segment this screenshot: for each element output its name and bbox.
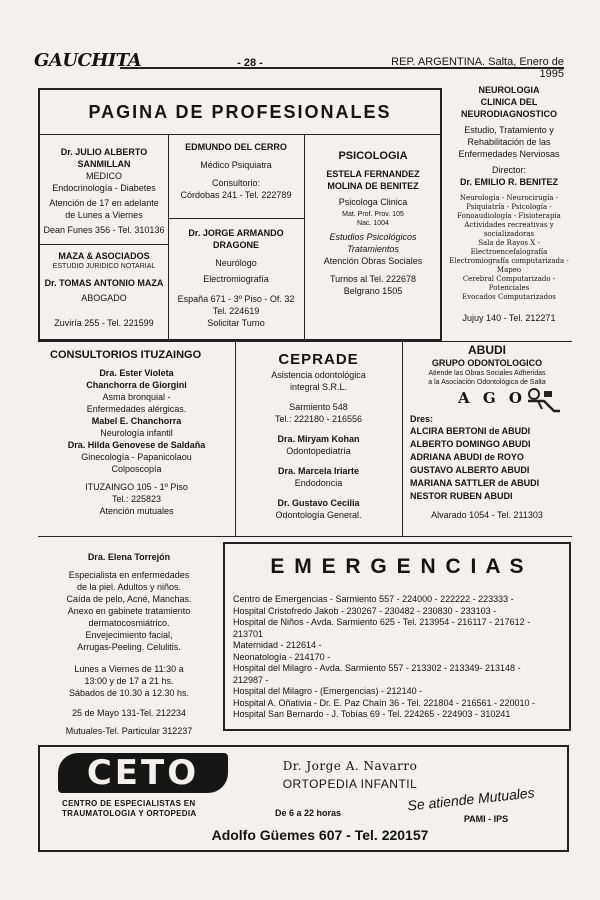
- mutuales-note: Se atiende Mutuales: [406, 784, 536, 814]
- card-torrejon: [40, 551, 218, 737]
- address: ITUZAINGO 105 - 1º Piso: [85, 482, 188, 492]
- desc-line: Rehabilitación de las: [467, 137, 551, 147]
- place-date: REP. ARGENTINA. Salta, Enero de 1995: [391, 56, 564, 80]
- emergency-line: 212987 -: [233, 674, 269, 685]
- dentist-name: ADRIANA ABUDI de ROYO: [410, 452, 524, 462]
- dentist-name: GUSTAVO ALBERTO ABUDI: [410, 465, 530, 475]
- card-cerro: [170, 141, 302, 201]
- doctor-name: Chanchorra de Giorgini: [86, 380, 187, 390]
- ceto-fullname: [62, 799, 242, 819]
- name-line: ESTELA FERNANDEZ: [326, 169, 420, 179]
- dentist-name: NESTOR RUBEN ABUDI: [410, 491, 513, 501]
- specialty-line: Neurología infantil: [100, 428, 173, 438]
- doctor: Dr. Gustavo Cecilia: [277, 498, 360, 508]
- divider: [40, 244, 168, 245]
- page-number: - 28 -: [237, 57, 263, 69]
- subtitle: Asistencia odontológica: [271, 370, 366, 380]
- doctor-name: Dr. Jorge A. Navarro: [282, 759, 418, 773]
- note: a la Asociación Odontológica de Salta: [428, 379, 546, 386]
- name: EDMUNDO DEL CERRO: [185, 142, 287, 152]
- desc-line: Arrugas-Peeling. Celulitis.: [77, 642, 181, 652]
- title-line: CLINICA DEL: [480, 97, 538, 107]
- service: Sala de Rayos X -: [478, 239, 540, 247]
- desc-line: dermatocosmiátrico.: [88, 618, 170, 628]
- emergencias-title: E M E R G E N C I A S: [270, 555, 526, 578]
- phone: Tel.: 222180 - 216556: [274, 414, 363, 424]
- specialty: Médico Psiquiatra: [200, 160, 272, 170]
- title: ABUDI: [468, 343, 506, 357]
- ceto-logo: CETO: [58, 753, 228, 793]
- subtitle: GRUPO ODONTOLOGICO: [431, 358, 543, 368]
- address: Jujuy 140 - Tel. 212271: [462, 313, 556, 323]
- subtitle: integral S.R.L.: [289, 382, 348, 392]
- title-line: MEDICO: [86, 171, 122, 181]
- emergency-line: Hospital del Milagro - (Emergencias) - 212140 -: [233, 686, 423, 696]
- doctor-name: Mabel E. Chanchorra: [91, 416, 182, 426]
- name: Dra. Elena Torrejón: [87, 552, 171, 562]
- specialty: Psicologa Clinica: [338, 197, 408, 207]
- divider: [168, 134, 169, 340]
- address: 25 de Mayo 131-Tel. 212234: [71, 708, 187, 718]
- specialty: Odontopediatría: [286, 446, 351, 456]
- role: ABOGADO: [81, 293, 127, 303]
- hours-line: Lunes a Viernes de 11:30 a: [74, 664, 184, 674]
- emergency-line: Centro de Emergencias - Sarmiento 557 - 224000 - 222222 - 223333 -: [233, 594, 514, 604]
- names-list: [404, 425, 570, 503]
- hours: De 6 a 22 horas: [274, 808, 342, 818]
- name-line: MOLINA DE BENITEZ: [327, 181, 419, 191]
- card-sanmillan: [42, 146, 166, 236]
- address: Tel. 224619: [212, 306, 260, 316]
- desc-line: Estudio, Tratamiento y: [464, 125, 554, 135]
- desc-line: Especialista en enfermedades: [68, 570, 190, 580]
- ago-logo-text: A G O: [458, 389, 526, 407]
- service: Fonoaudiología - Fisioterapia: [457, 212, 561, 220]
- registration: Mat. Prof. Prov. 105: [342, 211, 404, 218]
- fullname-line: TRAUMATOLOGIA Y ORTOPEDIA: [62, 809, 197, 818]
- appointments: Turnos al Tel. 222678: [329, 274, 417, 284]
- studies: Estudios Psicológicos: [329, 232, 417, 242]
- desc-line: Caída de pelo, Acné, Manchas.: [66, 594, 192, 604]
- divider: [304, 134, 305, 340]
- name-line: SANMILLAN: [77, 159, 131, 169]
- name: Dr. TOMAS ANTONIO MAZA: [44, 278, 164, 288]
- mutuales: Mutuales-Tel. Particular 312237: [65, 726, 193, 736]
- director-name: Dr. EMILIO R. BENITEZ: [459, 177, 558, 187]
- title: CONSULTORIOS ITUZAINGO: [50, 349, 202, 361]
- name-line: DRAGONE: [212, 240, 259, 250]
- service: Electromiografía computarizada -: [449, 257, 569, 265]
- card-ituzaingo: [40, 349, 233, 517]
- hours-line: de Lunes a Viernes: [65, 210, 143, 220]
- service: Neurología - Neurocirugía -: [459, 194, 559, 202]
- emergency-line: Hospital del Milagro - Avda. Sarmiento 557 - 213302 - 213349- 213148 -: [233, 663, 521, 673]
- card-ceprade: [237, 351, 400, 521]
- address: Alvarado 1054 - Tel. 211303: [431, 510, 543, 520]
- emergency-line: Neonatología - 214170 -: [233, 651, 331, 662]
- director-label: Director:: [491, 165, 526, 175]
- address: Sarmiento 548: [289, 402, 348, 412]
- ago-logo: [404, 389, 570, 413]
- divider: [40, 134, 440, 135]
- service: Mapeo: [496, 266, 522, 274]
- label: Consultorio:: [211, 178, 261, 188]
- emergency-line: Hospital San Bernardo - J. Tobías 69 - Tel. 224265 - 224903 - 310241: [233, 709, 511, 719]
- publication-logo: GAUCHITA: [34, 50, 142, 71]
- phone: Tel.: 225823: [111, 494, 162, 504]
- address: Adolfo Güemes 607 - Tel. 220157: [211, 827, 429, 843]
- service: Psiquiatría - Psicología -: [466, 203, 552, 211]
- hours-line: Atención de 17 en adelante: [49, 198, 159, 208]
- specialty: ORTOPEDIA INFANTIL: [282, 777, 418, 791]
- divider: [38, 536, 572, 537]
- obras-sociales: Atención Obras Sociales: [323, 256, 423, 266]
- emergency-line: Hospital A. Oñativia - Dr. E. Paz Chaín 36 - Tel. 221804 - 216561 - 220010 -: [233, 697, 536, 708]
- specialty-line: Enfermedades alérgicas.: [86, 404, 187, 414]
- service: socializadoras: [483, 230, 535, 238]
- desc-line: Anexo en gabinete tratamiento: [67, 606, 191, 616]
- specialty-line: Asma bronquial -: [102, 392, 171, 402]
- doctor-lines: [40, 367, 233, 475]
- hours-line: Sábados de 10.30 a 12.30 hs.: [68, 688, 190, 698]
- specialty: Neurólogo: [215, 258, 257, 268]
- title: CEPRADE: [278, 351, 359, 368]
- specialty: Endocrinología - Diabetes: [52, 183, 156, 193]
- emergencias-box: [223, 542, 571, 731]
- title-line: NEUROLOGIA: [478, 85, 540, 95]
- divider: [168, 218, 304, 219]
- specialty: Endodoncia: [294, 478, 343, 488]
- title: PSICOLOGIA: [338, 150, 408, 162]
- emergency-line: Hospital Cristofredo Jakob - 230267 - 230482 - 230830 - 233103 -: [233, 605, 497, 616]
- address: Belgrano 1505: [343, 286, 403, 296]
- doctor: Dra. Marcela Iriarte: [277, 466, 360, 476]
- desc-line: de la piel. Adultos y niños.: [76, 582, 182, 592]
- service: Evocados Computarizados: [462, 293, 556, 301]
- name-line: Dr. JORGE ARMANDO: [188, 228, 284, 238]
- fullname-line: CENTRO DE ESPECIALISTAS EN: [62, 799, 196, 808]
- registration: Nac. 1004: [357, 220, 389, 227]
- address: Zuviría 255 - Tel. 221599: [54, 318, 154, 328]
- desc-line: Envejecimiento facial,: [85, 630, 173, 640]
- doctor-name: Dra. Ester Violeta: [99, 368, 174, 378]
- emergency-line: 213701: [233, 628, 264, 639]
- divider: [402, 341, 403, 536]
- desc-line: Enfermedades Nerviosas: [458, 149, 560, 159]
- dentist-name: MARIANA SATTLER de ABUDI: [410, 478, 540, 488]
- address: Dean Funes 356 - Tel. 310136: [43, 225, 165, 235]
- service: Electroencefalografía: [470, 248, 548, 256]
- emergency-line: Hospital de Niños - Avda. Sarmiento 625 - Tel. 213954 - 216117 - 217612 -: [233, 617, 531, 627]
- hours: [40, 663, 218, 699]
- firm-subtitle: ESTUDIO JURIDICO NOTARIAL: [52, 263, 156, 270]
- dentist-name: ALCIRA BERTONI de ABUDI: [410, 426, 531, 436]
- studies: Tratamientos: [347, 244, 399, 254]
- pami-ips: PAMI - IPS: [463, 814, 509, 824]
- doctor-name: Dra. Hilda Genovese de Saldaña: [67, 440, 206, 450]
- dentist-name: ALBERTO DOMINGO ABUDI: [410, 439, 531, 449]
- note: Atiende las Obras Sociales Adheridas: [428, 370, 546, 377]
- service: Actividades recreativas y: [464, 221, 554, 229]
- card-dragone: [170, 227, 302, 329]
- name-line: Dr. JULIO ALBERTO: [60, 147, 148, 157]
- emergency-list: [233, 594, 567, 721]
- divider: [235, 341, 236, 536]
- emergency-line: Maternidad - 212614 -: [233, 640, 322, 650]
- card-psicologia: [306, 150, 440, 297]
- firm-name: MAZA & ASOCIADOS: [58, 251, 150, 261]
- card-maza: [42, 250, 166, 329]
- specialty-line: Ginecología - Papanicolaou: [81, 452, 192, 462]
- service: Cerebral Computarizado -: [462, 275, 556, 283]
- mutuales: Atención mutuales: [99, 506, 174, 516]
- address: Córdobas 241 - Tel. 222789: [180, 190, 292, 200]
- card-abudi: [404, 343, 570, 521]
- doctor: Dra. Miryam Kohan: [277, 434, 360, 444]
- specialty-line: Colposcopía: [111, 464, 162, 474]
- specialty: Electromiografía: [203, 274, 269, 284]
- banner-title: PAGINA DE PROFESIONALES: [88, 102, 392, 122]
- dental-chair-icon: [524, 387, 562, 415]
- description: [40, 569, 218, 653]
- title-line: NEURODIAGNOSTICO: [460, 109, 557, 119]
- appointment-note: Solicitar Turno: [207, 318, 265, 328]
- services-list: [446, 194, 572, 302]
- ceto-ad: [38, 745, 569, 852]
- dres-label: Dres:: [410, 414, 434, 424]
- specialty: Odontología General.: [275, 510, 362, 520]
- address: España 671 - 3º Piso - Of. 32: [177, 294, 295, 304]
- card-neurologia: [446, 84, 572, 324]
- divider: [38, 341, 572, 342]
- service: Potenciales: [488, 284, 530, 292]
- hours-line: 13:00 y de 17 a 21 hs.: [84, 676, 174, 686]
